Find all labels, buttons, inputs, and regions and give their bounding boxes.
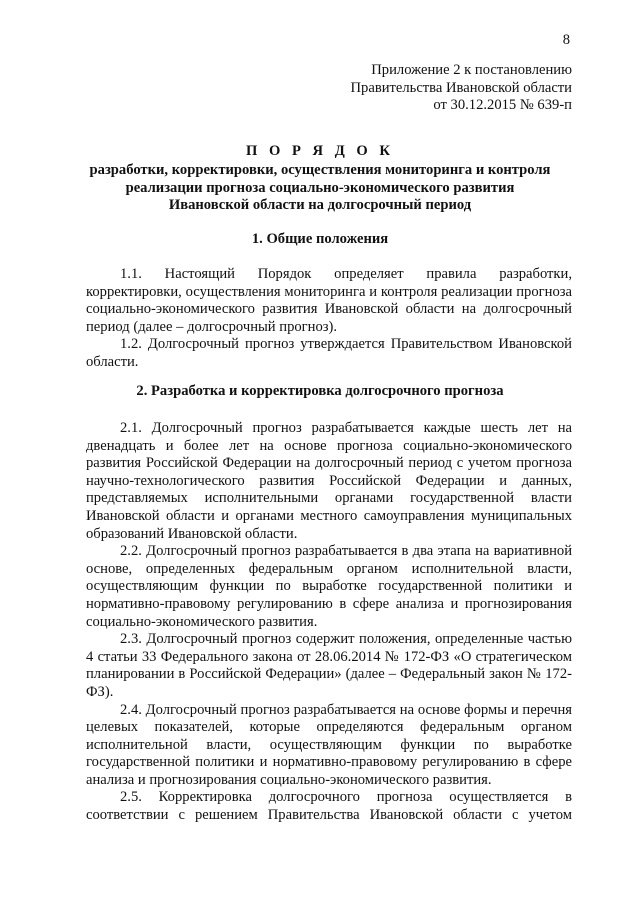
subtitle-line: реализации прогноза социально-экономического развития — [125, 179, 515, 196]
document-subtitle — [70, 162, 570, 215]
appendix-note — [351, 62, 572, 115]
document-title: П О Р Я Д О К — [245, 143, 395, 159]
section-1-heading: 1. Общие положения — [251, 231, 389, 247]
appendix-line: Приложение 2 к постановлению — [371, 62, 572, 78]
paragraph-2-2: 2.2. Долгосрочный прогноз разрабатывается в два этапа на вариативной основе, определенных федеральным органом исполнительной власти, осуществляющим функции по выработке государственной политики и нормативно-правовому регулированию в сфере анализа и прогнозирования социально-экономического развития. — [86, 543, 572, 630]
subtitle-line: Ивановской области на долгосрочный период — [168, 197, 472, 214]
paragraph-2-3: 2.3. Долгосрочный прогноз содержит положения, определенные частью 4 статьи 33 Федерального закона от 28.06.2014 № 172-ФЗ «О стратегическом планировании в Российской Федерации» (далее – Федеральный закон № 172-ФЗ). — [86, 631, 572, 700]
section-1-body — [86, 266, 572, 372]
subtitle-line: разработки, корректировки, осуществления мониторинга и контроля — [89, 162, 551, 178]
paragraph-2-1: 2.1. Долгосрочный прогноз разрабатывается каждые шесть лет на двенадцать и более лет на основе прогноза социально-экономического развития Российской Федерации на долгосрочный период с учетом прогноза научно-технологического развития Российской Федерации и данных, представляемых исполнительными органами государственной власти Ивановской области и органами местного самоуправления муниципальных образований Ивановской области. — [86, 420, 572, 542]
paragraph-1-1: 1.1. Настоящий Порядок определяет правила разработки, корректировки, осуществления мониторинга и контроля реализации прогноза социально-экономического развития Ивановской области на долгосрочный период (далее – долгосрочный прогноз). — [86, 266, 572, 335]
appendix-line: Правительства Ивановской области — [350, 79, 572, 96]
paragraph-2-5: 2.5. Корректировка долгосрочного прогноза осуществляется в соответствии с решением Правительства Ивановской области с учетом — [86, 789, 572, 824]
paragraph-1-2: 1.2. Долгосрочный прогноз утверждается Правительством Ивановской области. — [86, 336, 572, 370]
appendix-line: от 30.12.2015 № 639-п — [433, 97, 572, 114]
section-2-heading: 2. Разработка и корректировка долгосрочного прогноза — [136, 383, 504, 399]
section-2-body — [86, 420, 572, 825]
page-number: 8 — [562, 32, 570, 48]
paragraph-2-4: 2.4. Долгосрочный прогноз разрабатывается на основе формы и перечня целевых показателей, которые определяются федеральным органом исполнительной власти, осуществляющим функции по выработке государственной политики и нормативно-правовому регулированию в сфере анализа и прогнозирования социально-экономического развития. — [86, 701, 572, 788]
